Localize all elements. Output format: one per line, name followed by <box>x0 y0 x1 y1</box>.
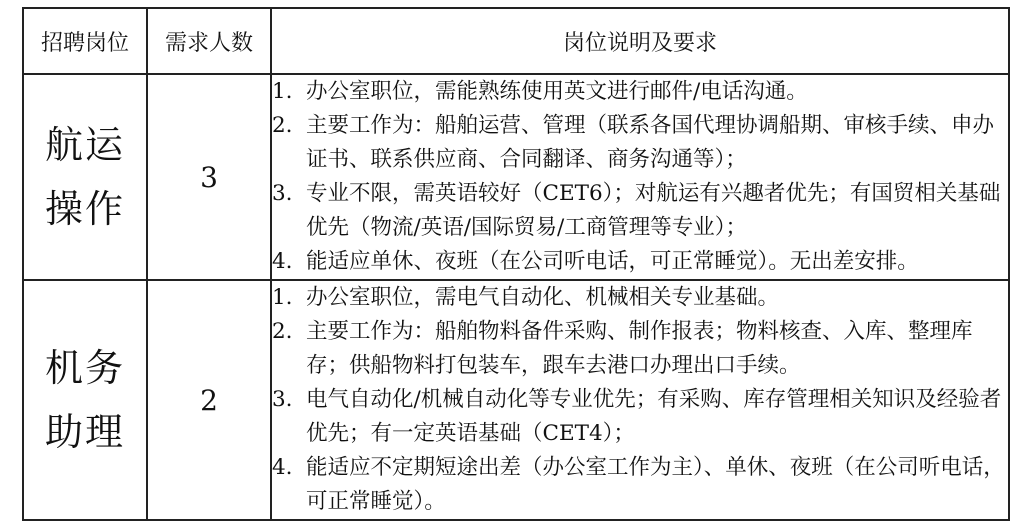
item-number: 2. <box>272 319 293 344</box>
item-text: 能适应单休、夜班（在公司听电话，可正常睡觉）。无出差安排。 <box>306 249 919 274</box>
header-count: 需求人数 <box>147 8 271 74</box>
item-text: 专业不限，需英语较好（CET6）；对航运有兴趣者优先；有国贸相关基础优先（物流/英语/国际贸易/工商管理等专业）； <box>306 181 1001 240</box>
position-cell <box>23 280 147 520</box>
item-text: 能适应不定期短途出差（办公室工作为主）、单休、夜班（在公司听电话，可正常睡觉）。 <box>306 455 1005 514</box>
table-row <box>23 280 1009 520</box>
item-text: 办公室职位，需电气自动化、机械相关专业基础。 <box>306 285 780 310</box>
item-number: 4. <box>272 455 293 480</box>
list-item <box>272 451 1008 519</box>
position-name-line: 操作 <box>44 187 125 231</box>
recruitment-table <box>22 7 1010 521</box>
item-number: 4. <box>272 249 293 274</box>
list-item <box>272 75 1008 109</box>
description-cell <box>271 74 1009 280</box>
requirements-list <box>272 75 1008 279</box>
item-number: 3. <box>272 387 293 412</box>
item-text: 办公室职位，需能熟练使用英文进行邮件/电话沟通。 <box>306 79 808 104</box>
item-text: 主要工作为：船舶物料备件采购、制作报表；物料核查、入库、整理库存；供船物料打包装车，跟车去港口办理出口手续。 <box>306 319 973 378</box>
item-number: 2. <box>272 113 293 138</box>
list-item <box>272 315 1008 383</box>
list-item <box>272 281 1008 315</box>
position-cell <box>23 74 147 280</box>
item-text: 电气自动化/机械自动化等专业优先；有采购、库存管理相关知识及经验者优先；有一定英语基础（CET4）； <box>306 387 1002 446</box>
header-description: 岗位说明及要求 <box>271 8 1009 74</box>
table-row <box>23 74 1009 280</box>
position-name-line: 机务 <box>44 346 125 390</box>
item-text: 主要工作为：船舶运营、管理（联系各国代理协调船期、审核手续、申办证书、联系供应商、合同翻译、商务沟通等）； <box>306 113 995 172</box>
table-header-row <box>23 8 1009 74</box>
description-cell <box>271 280 1009 520</box>
item-number: 1. <box>272 285 293 310</box>
headcount-cell: 2 <box>147 280 271 520</box>
item-number: 1. <box>272 79 293 104</box>
list-item <box>272 245 1008 279</box>
requirements-list <box>272 281 1008 519</box>
header-position: 招聘岗位 <box>23 8 147 74</box>
list-item <box>272 109 1008 177</box>
headcount-cell: 3 <box>147 74 271 280</box>
position-name-line: 助理 <box>44 410 125 454</box>
item-number: 3. <box>272 181 293 206</box>
position-name-line: 航运 <box>44 123 125 167</box>
list-item <box>272 383 1008 451</box>
list-item <box>272 177 1008 245</box>
